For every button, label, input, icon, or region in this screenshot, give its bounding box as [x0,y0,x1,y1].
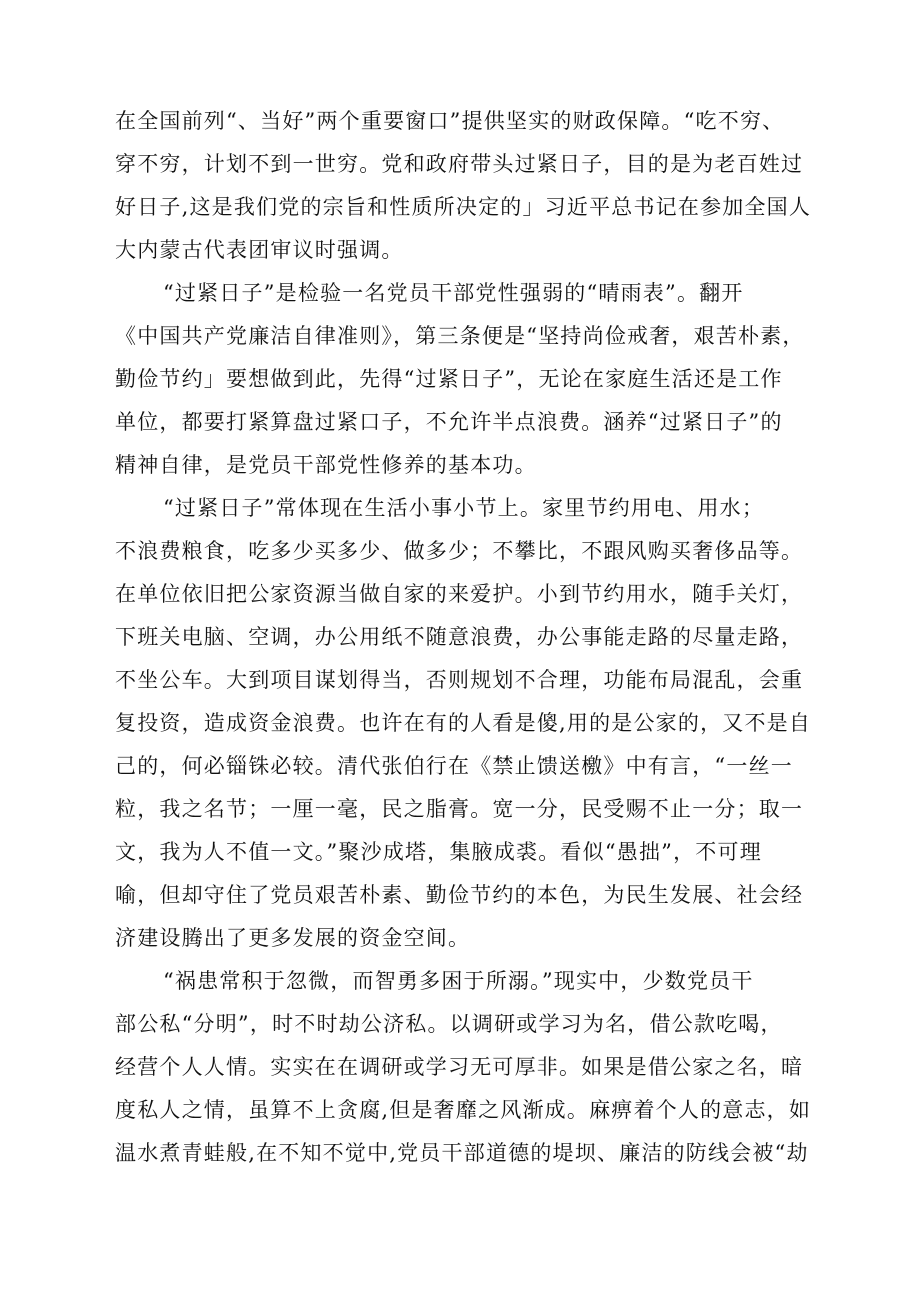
text-line: 单位，都要打紧算盘过紧口子，不允许半点浪费。涵养“过紧日子”的 [115,410,783,434]
text-line: 勤俭节约」要想做到此，先得“过紧日子”，无论在家庭生活还是工作 [115,367,783,391]
text-line: 在单位依旧把公家资源当做自家的来爱护。小到节约用水，随手关灯， [115,582,804,606]
text-line: 复投资，造成资金浪费。也许在有的人看是傻,用的是公家的，又不是自 [115,711,812,735]
text-line: 度私人之情，虽算不上贪腐,但是奢靡之风渐成。麻痹着个人的意志，如 [115,1098,812,1122]
text-line: 粒，我之名节；一厘一毫，民之脂膏。宽一分，民受赐不止一分；取一 [115,797,804,821]
text-line: 温水煮青蛙般,在不知不觉中,党员干部道德的堤坝、廉洁的防线会被“劫 [115,1141,809,1165]
text-line: 济建设腾出了更多发展的资金空间。 [115,926,471,950]
text-line: “祸患常积于忽微，而智勇多困于所溺。”现实中，少数党员干 [163,969,754,993]
article-body [115,100,850,1175]
text-line: 大内蒙古代表团审议时强调。 [115,238,404,262]
text-line: “过紧日子”常体现在生活小事小节上。家里节约用电、用水； [163,496,765,520]
text-line: 《中国共产党廉洁自律准则》，第三条便是“坚持尚俭戒奢，艰苦朴素， [115,324,805,348]
text-line: 下班关电脑、空调，办公用纸不随意浪费，办公事能走路的尽量走路， [115,625,804,649]
paragraph-3 [115,487,850,960]
text-line: 好日子,这是我们党的宗旨和性质所决定的」习近平总书记在参加全国人 [115,195,812,219]
paragraph-4 [115,960,850,1175]
text-line: “过紧日子”是检验一名党员干部党性强弱的“晴雨表”。翻开 [163,281,744,305]
text-line: 不浪费粮食，吃多少买多少、做多少；不攀比，不跟风购买奢侈品等。 [115,539,804,563]
paragraph-2 [115,272,850,487]
paragraph-1 [115,100,850,272]
text-line: 文，我为人不值一文。”聚沙成塔，集腋成裘。看似“愚拙”，不可理 [115,840,762,864]
text-line: 穿不穷，计划不到一世穷。党和政府带头过紧日子，目的是为老百姓过 [115,152,804,176]
text-line: 经营个人人情。实实在在调研或学习无可厚非。如果是借公家之名，暗 [115,1055,804,1079]
text-line: 部公私“分明”，时不时劫公济私。以调研或学习为名，借公款吃喝， [115,1012,783,1036]
text-line: 喻，但却守住了党员艰苦朴素、勤俭节约的本色，为民生发展、社会经 [115,883,804,907]
text-line: 精神自律，是党员干部党性修养的基本功。 [115,453,537,477]
text-line: 己的，何必锱铢必较。清代张伯行在《禁止馈送檄》中有言，“一丝一 [115,754,793,778]
text-line: 在全国前列“、当好”两个重要窗口”提供坚实的财政保障。“吃不穷、 [115,109,785,133]
text-line: 不坐公车。大到项目谋划得当，否则规划不合理，功能布局混乱，会重 [115,668,804,692]
